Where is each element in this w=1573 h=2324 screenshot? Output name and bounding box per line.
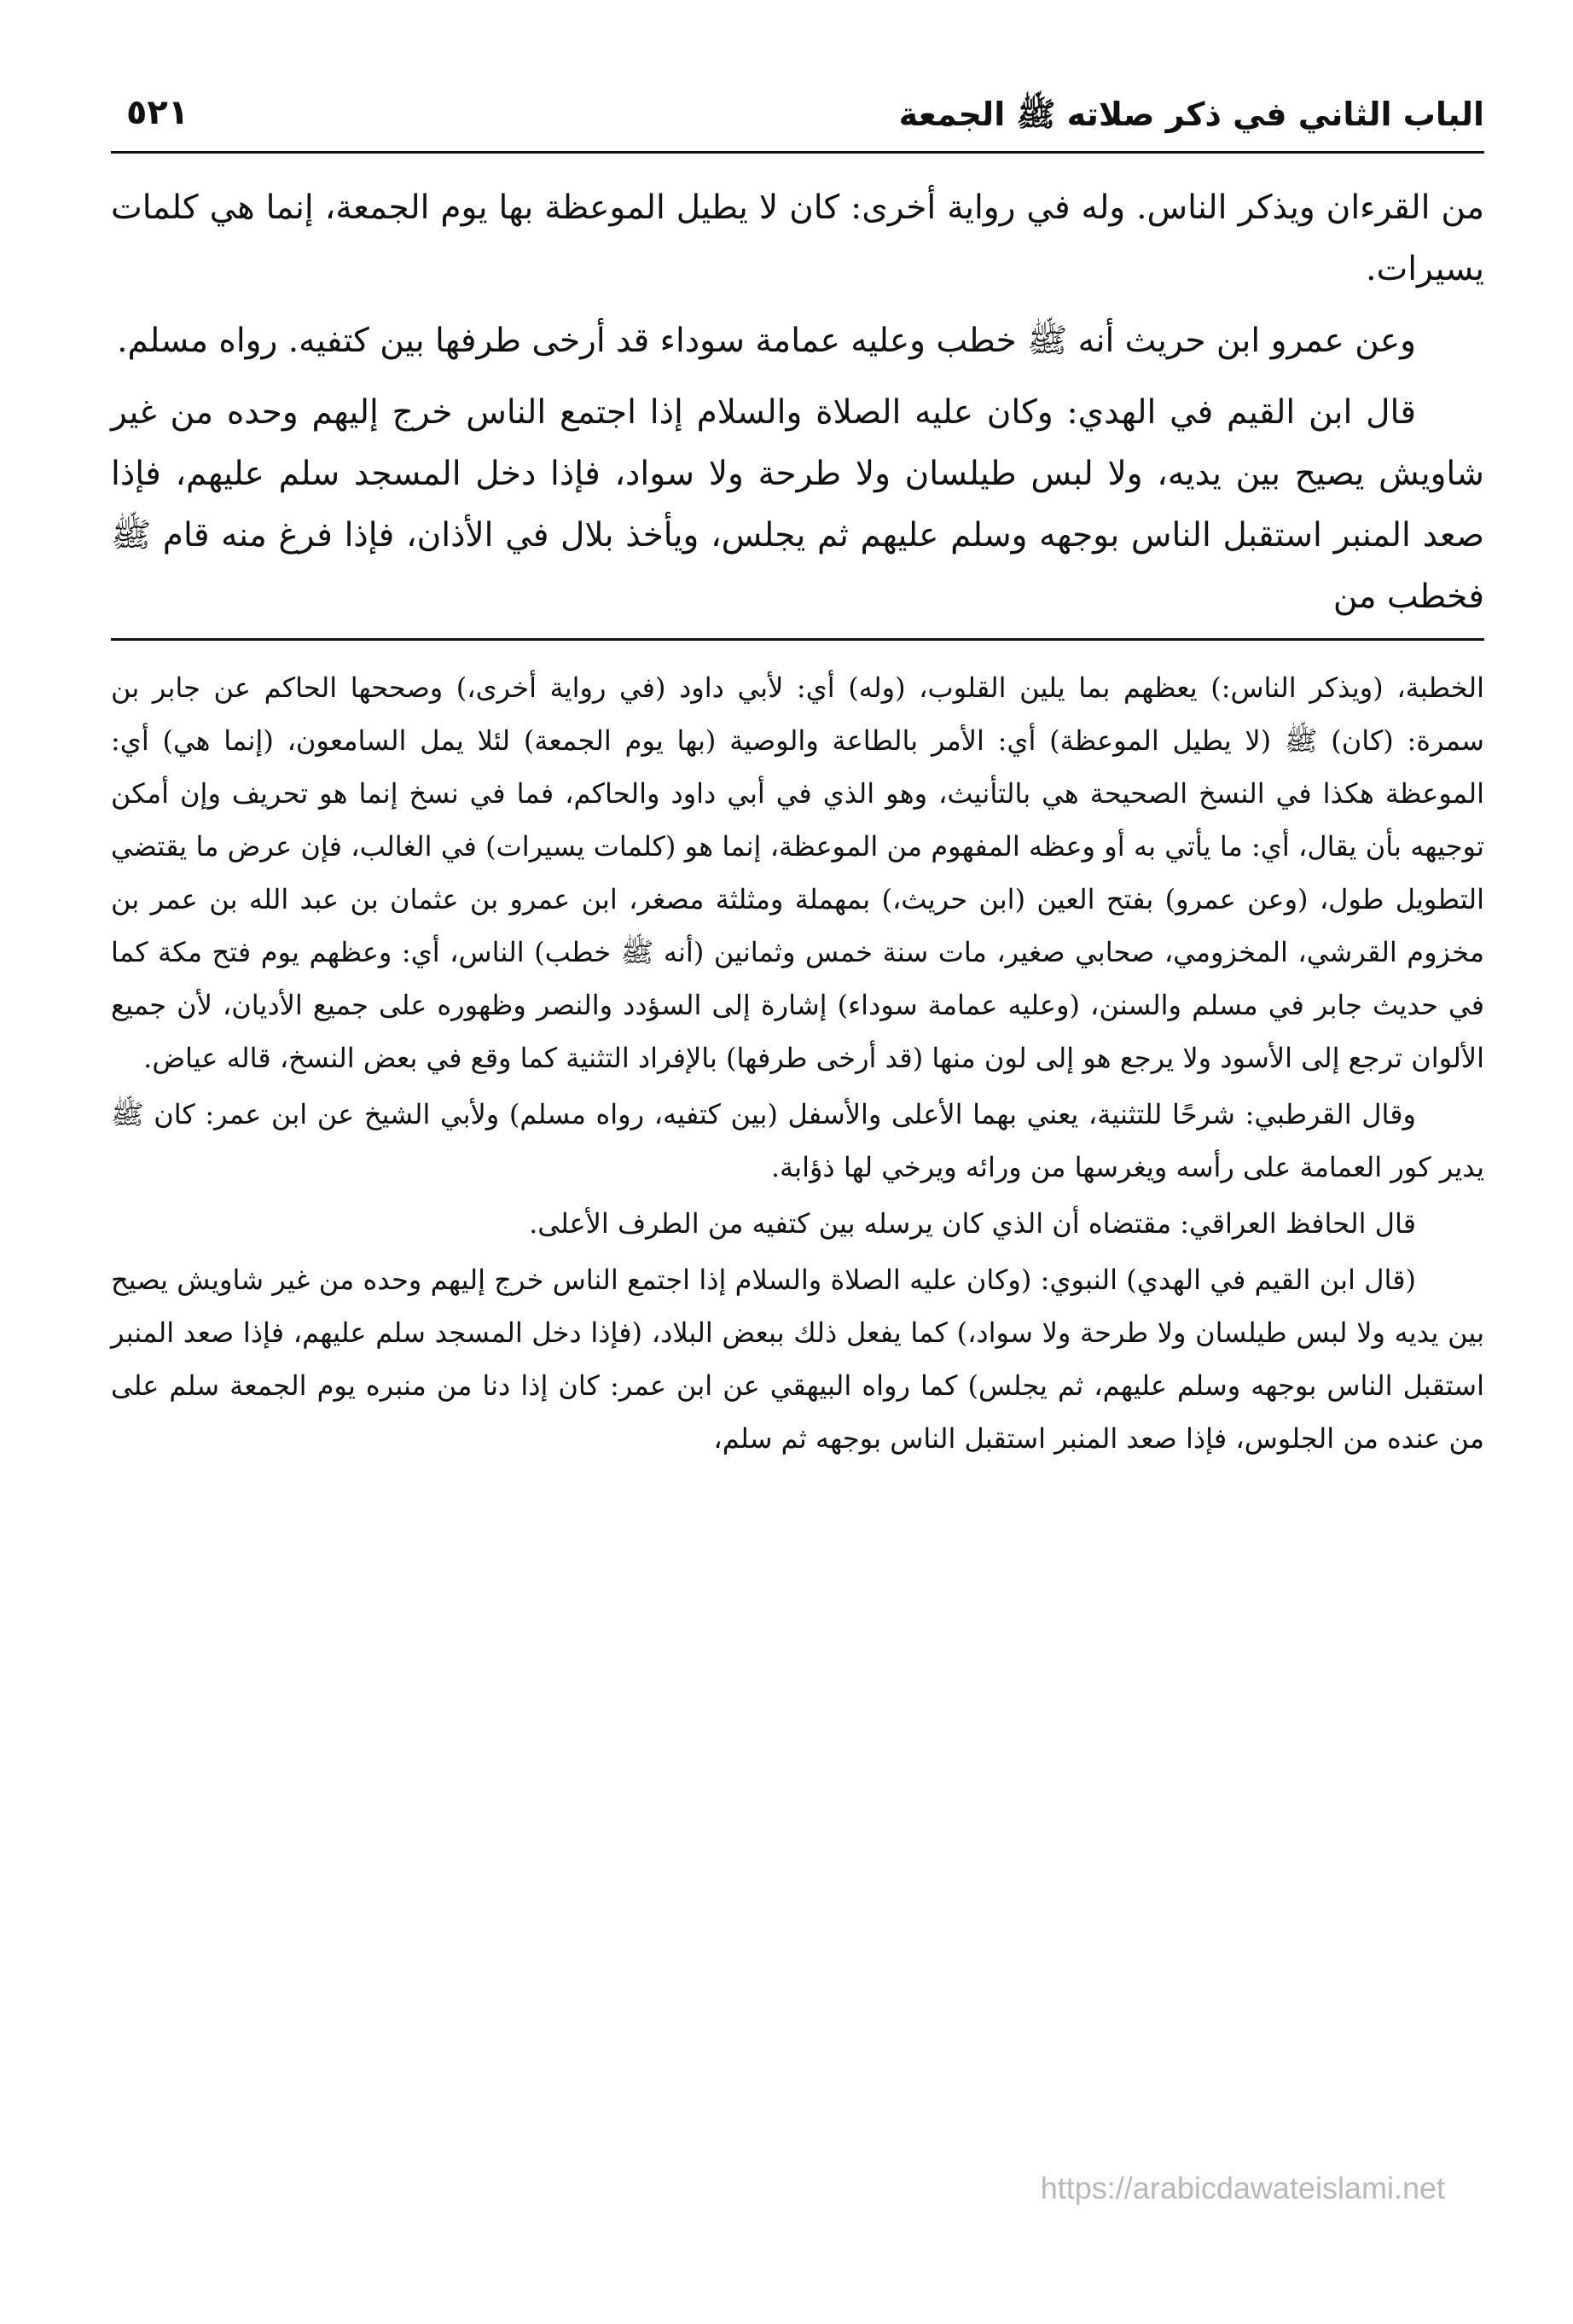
- running-title: الباب الثاني في ذكر صلاته ﷺ الجمعة: [898, 96, 1484, 133]
- page-header: [111, 90, 1484, 154]
- page-number: ٥٢١: [126, 93, 189, 132]
- commentary-text: [111, 661, 1484, 1465]
- commentary-paragraph: وقال القرطبي: شرحًا للتثنية، يعني بهما الأعلى والأسفل (بين كتفيه، رواه مسلم) ولأبي الشيخ عن ابن عمر: كان ﷺ يدير كور العمامة على رأسه ويغرسها من ورائه ويرخي لها ذؤابة.: [111, 1098, 1484, 1183]
- main-paragraph: قال ابن القيم في الهدي: وكان عليه الصلاة والسلام إذا اجتمع الناس خرج إليهم وحده من غير شاويش يصيح بين يديه، ولا لبس طيلسان ولا طرحة ولا سواد، فإذا دخل المسجد سلم عليهم، فإذا صعد المنبر استقبل الناس بوجهه وسلم عليهم ثم يجلس، ويأخذ بلال في الأذان، فإذا فرغ منه قام ﷺ فخطب من: [111, 393, 1484, 616]
- main-paragraph: من القرءان ويذكر الناس. وله في رواية أخرى: كان لا يطيل الموعظة بها يوم الجمعة، إنما هي كلمات يسيرات.: [111, 189, 1484, 288]
- main-paragraph: وعن عمرو ابن حريث أنه ﷺ خطب وعليه عمامة سوداء قد أرخى طرفها بين كتفيه. رواه مسلم.: [117, 322, 1416, 360]
- footnote-separator: [111, 638, 1484, 641]
- commentary-paragraph: قال الحافظ العراقي: مقتضاه أن الذي كان يرسله بين كتفيه من الطرف الأعلى.: [529, 1207, 1416, 1240]
- main-text: [111, 177, 1484, 628]
- watermark-url: https://arabicdawateislami.net: [1040, 2170, 1445, 2205]
- book-page: [111, 90, 1484, 2274]
- commentary-paragraph: (قال ابن القيم في الهدي) النبوي: (وكان عليه الصلاة والسلام إذا اجتمع الناس خرج إليهم وحده من غير شاويش يصيح بين يديه ولا لبس طيلسان ولا طرحة ولا سواد،) كما يفعل ذلك ببعض البلاد، (فإذا دخل المسجد سلم عليهم، فإذا صعد المنبر استقبل الناس بوجهه وسلم عليهم، ثم يجلس) كما رواه البيهقي عن ابن عمر: كان إذا دنا من منبره يوم الجمعة سلم على من عنده من الجلوس، فإذا صعد المنبر استقبل الناس بوجهه ثم سلم،: [111, 1264, 1484, 1455]
- commentary-paragraph: الخطبة، (ويذكر الناس:) يعظهم بما يلين القلوب، (وله) أي: لأبي داود (في رواية أخرى،) وصححها الحاكم عن جابر بن سمرة: (كان) ﷺ (لا يطيل الموعظة) أي: الأمر بالطاعة والوصية (بها يوم الجمعة) لئلا يمل السامعون، (إنما هي) أي: الموعظة هكذا في النسخ الصحيحة هي بالتأنيث، وهو الذي في أبي داود والحاكم، فما في نسخ إنما هو تحريف وإن أمكن توجيهه بأن يقال، أي: ما يأتي به أو وعظه المفهوم من الموعظة، إنما هو (كلمات يسيرات) في الغالب، فإن عرض ما يقتضي التطويل طول، (وعن عمرو) بفتح العين (ابن حريث،) بمهملة ومثلثة مصغر، ابن عمرو بن عثمان بن عبد الله بن عمر بن مخزوم القرشي، المخزومي، صحابي صغير، مات سنة خمس وثمانين (أنه ﷺ خطب) الناس، أي: وعظهم يوم فتح مكة كما في حديث جابر في مسلم والسنن، (وعليه عمامة سوداء) إشارة إلى السؤدد والنصر وظهوره على جميع الأديان، لأن جميع الألوان ترجع إلى الأسود ولا يرجع هو إلى لون منها (قد أرخى طرفها) بالإفراد التثنية كما وقع في بعض النسخ، قاله عياض.: [111, 671, 1485, 1074]
